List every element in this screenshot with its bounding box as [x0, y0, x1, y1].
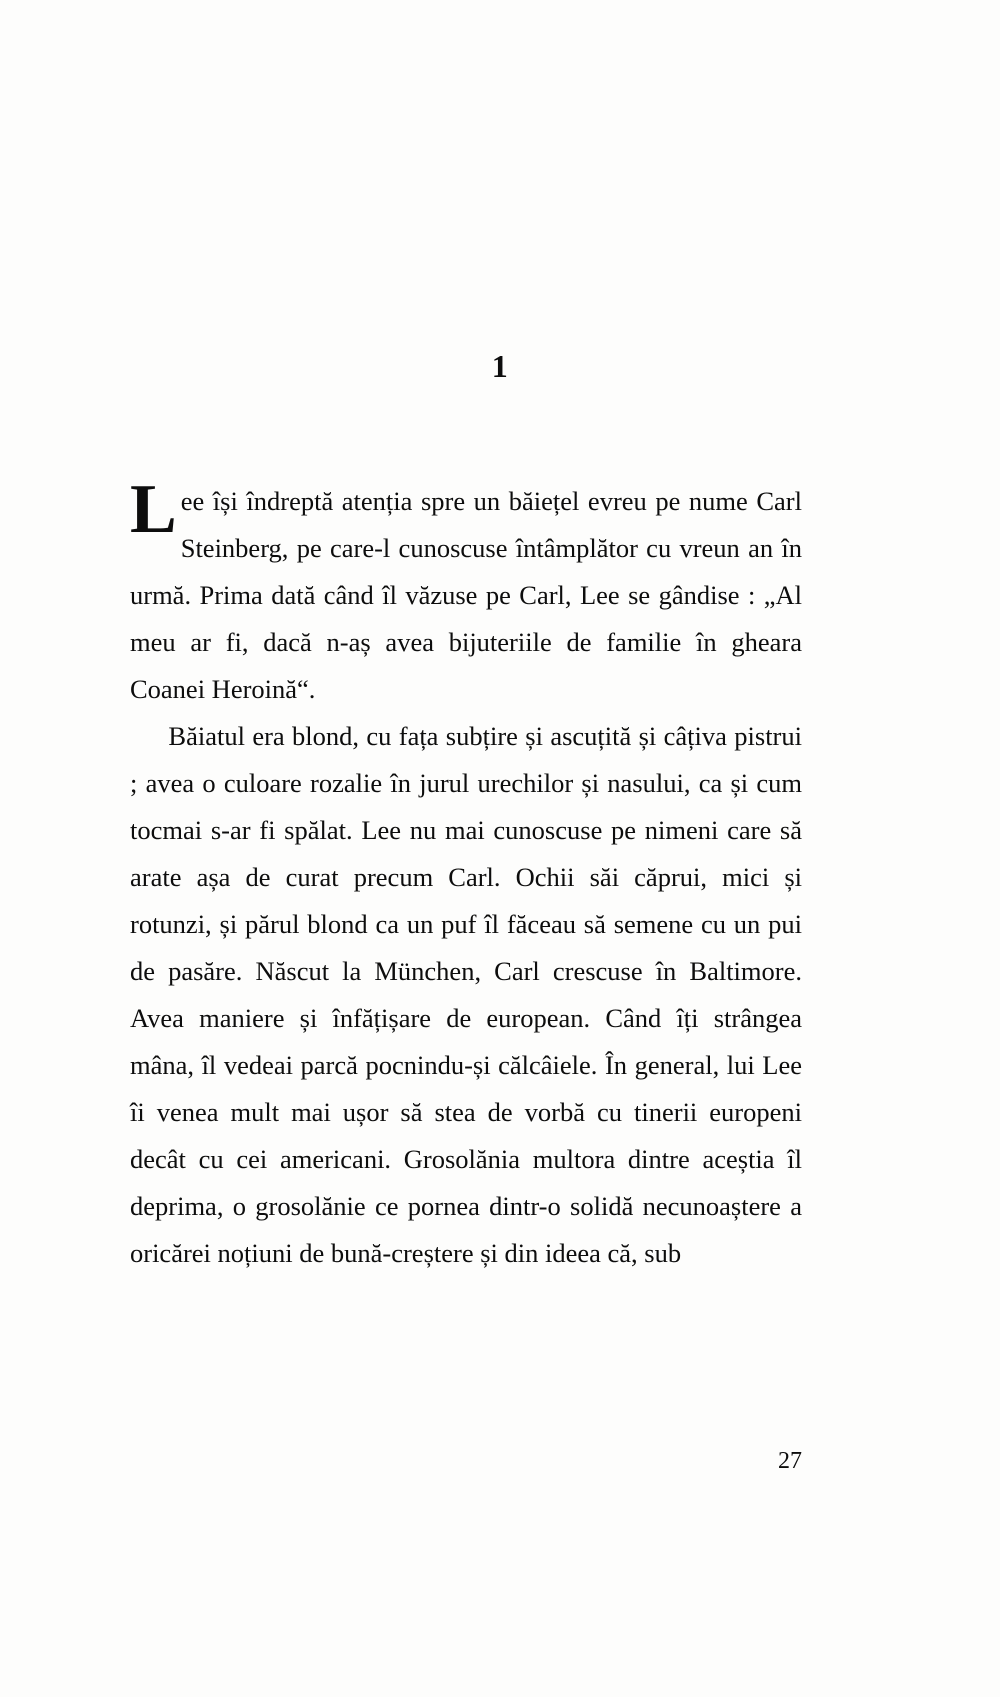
chapter-number: 1 — [491, 348, 509, 384]
drop-cap: L — [130, 471, 177, 548]
paragraph-text: Băiatul era blond, cu fața subțire și ascuțită și câțiva pistrui ; avea o culoare rozalie în jurul urechilor și nasului, ca și cum tocmai s-ar fi spălat. Lee nu mai cunoscuse pe nimeni care să arate așa de curat precum Carl. Ochii săi căprui, mici și rotunzi, și părul blond ca un puf îl făceau să semene cu un pui de pasăre. Născut la München, Carl crescuse în Baltimore. Avea maniere și înfățișare de european. Când îți strângea mâna, îl vedeai parcă pocnindu-și călcâiele. În general, lui Lee îi venea mult mai ușor să stea de vorbă cu tinerii europeni decât cu cei americani. Grosolănia multora dintre aceștia îl deprima, o grosolănie ce pornea dintr-o solidă necunoaștere a oricărei noțiuni de bună-creștere și din ideea că, sub — [130, 721, 802, 1268]
paragraph — [130, 471, 802, 713]
body-text — [130, 471, 802, 1277]
page-number: 27 — [778, 1448, 802, 1474]
paragraph-text: ee își îndreptă atenția spre un băiețel evreu pe nume Carl Steinberg, pe care-l cunoscuse întâmplător cu vreun an în urmă. Prima dată când îl văzuse pe Carl, Lee se gândise : „Al meu ar fi, dacă n-aș avea bijuteriile de familie în gheara Coanei Heroină“. — [130, 486, 802, 704]
paragraph — [130, 713, 802, 1277]
